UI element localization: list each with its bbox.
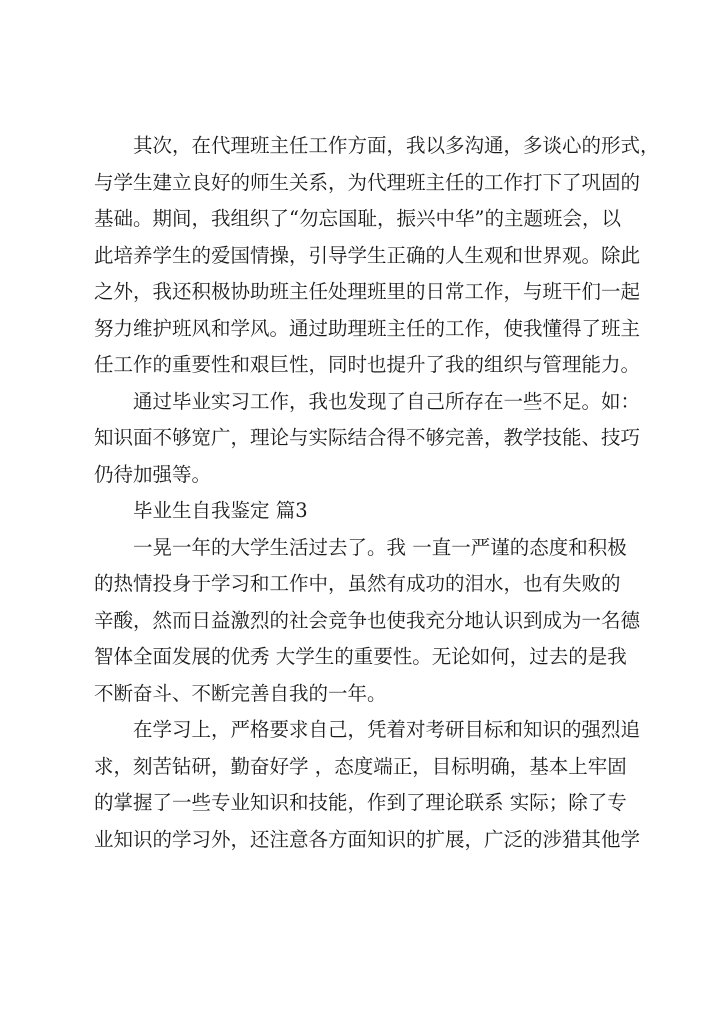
paragraph-line: 任工作的重要性和艰巨性，同时也提升了我的组织与管理能力。 xyxy=(94,353,641,376)
paragraph-line: 一晃一年的大学生活过去了。我 一直一严谨的态度和积极 xyxy=(133,535,627,559)
paragraph-line: 的热情投身于学习和工作中，虽然有成功的泪水，也有失败的 xyxy=(94,572,621,595)
paragraph-line: 不断奋斗、不断完善自我的一年。 xyxy=(94,681,387,705)
document-body xyxy=(94,128,660,858)
paragraph-line: 业知识的学习外，还注意各方面知识的扩展，广泛的涉猎其他学 xyxy=(94,827,641,851)
paragraph-line: 知识面不够宽广，理论与实际结合得不够完善，教学技能、技巧 xyxy=(94,426,641,449)
paragraph-line: 仍待加强等。 xyxy=(94,462,212,486)
paragraph-line: 辛酸，然而日益激烈的社会竞争也使我充分地认识到成为一名德 xyxy=(94,608,641,632)
paragraph-line: 的掌握了一些专业知识和技能，作到了理论联系 实际；除了专 xyxy=(94,791,627,814)
paragraph-line: 此培养学生的爱国情操，引导学生正确的人生观和世界观。除此 xyxy=(94,243,641,267)
paragraph-line: 求，刻苦钻研，勤奋好学 ，态度端正，目标明确，基本上牢固 xyxy=(94,754,627,778)
paragraph-line: 与学生建立良好的师生关系，为代理班主任的工作打下了巩固的 xyxy=(94,170,641,194)
paragraph-line: 之外，我还积极协助班主任处理班里的日常工作，与班干们一起 xyxy=(94,280,641,303)
paragraph-line: 其次，在代理班主任工作方面，我以多沟通，多谈心的形式， xyxy=(133,134,660,157)
paragraph-line: 基础。期间，我组织了“勿忘国耻，振兴中华”的主题班会，以 xyxy=(94,207,621,230)
section-heading: 毕业生自我鉴定 篇3 xyxy=(133,499,308,522)
paragraph-line: 通过毕业实习工作，我也发现了自己所存在一些不足。如： xyxy=(133,389,641,413)
paragraph-line: 在学习上，严格要求自己，凭着对考研目标和知识的强烈追 xyxy=(133,718,641,741)
paragraph-line: 努力维护班风和学风。通过助理班主任的工作，使我懂得了班主 xyxy=(94,316,641,340)
paragraph-line: 智体全面发展的优秀 大学生的重要性。无论如何，过去的是我 xyxy=(94,645,627,668)
